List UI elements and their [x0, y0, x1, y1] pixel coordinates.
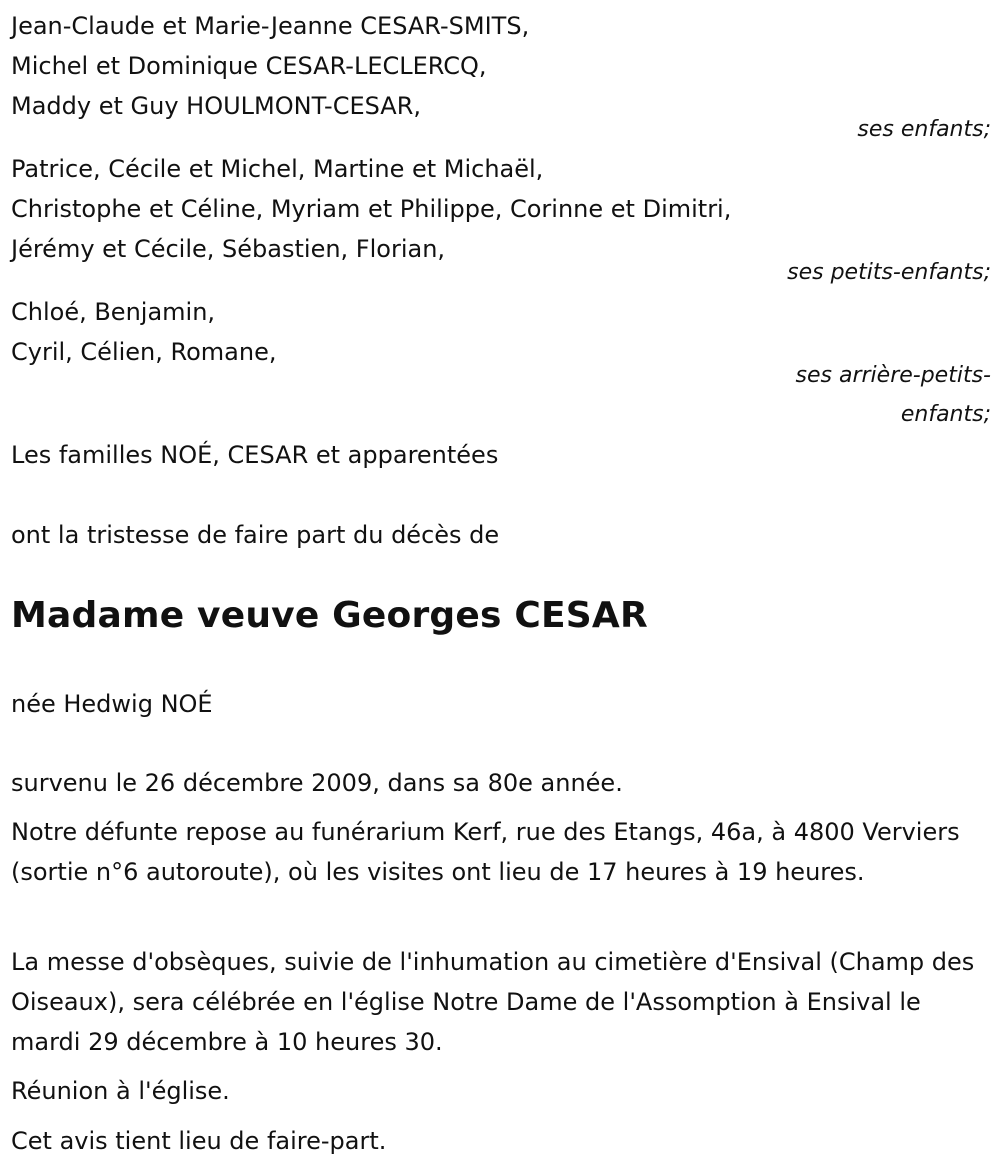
- grandchildren-line-2: Christophe et Céline, Myriam et Philippe, Corinne et Dimitri,: [11, 195, 732, 223]
- reunion-line: Réunion à l'église.: [11, 1077, 230, 1105]
- visitation-paragraph: Notre défunte repose au funérarium Kerf, rue des Etangs, 46a, à 4800 Verviers (sortie n°6 autoroute), où les visites ont lieu de 17 heures à 19 heures.: [11, 818, 960, 886]
- maiden-name: née Hedwig NOÉ: [11, 690, 213, 718]
- great-grandchildren-line-2: Cyril, Célien, Romane,: [11, 338, 277, 366]
- great-grandchildren-block: [11, 292, 991, 372]
- children-line-1: Jean-Claude et Marie-Jeanne CESAR-SMITS,: [11, 12, 530, 40]
- grandchildren-line-3: Jérémy et Cécile, Sébastien, Florian,: [11, 235, 446, 263]
- great-grandchildren-line-1: Chloé, Benjamin,: [11, 298, 216, 326]
- great-grandchildren-role-1: ses arrière-petits-: [795, 363, 991, 388]
- funeral-paragraph: La messe d'obsèques, suivie de l'inhumation au cimetière d'Ensival (Champ des Oiseaux), sera célébrée en l'église Notre Dame de l'Assomption à Ensival le mardi 29 décembre à 10 heures 30.: [11, 948, 975, 1056]
- grandchildren-role: ses petits-enfants;: [787, 260, 991, 285]
- children-line-2: Michel et Dominique CESAR-LECLERCQ,: [11, 52, 487, 80]
- grandchildren-line-1: Patrice, Cécile et Michel, Martine et Michaël,: [11, 155, 544, 183]
- notice-line: Cet avis tient lieu de faire-part.: [11, 1127, 387, 1155]
- children-role: ses enfants;: [857, 117, 991, 142]
- great-grandchildren-role-2: enfants;: [900, 402, 991, 427]
- death-info: survenu le 26 décembre 2009, dans sa 80e année.: [11, 769, 623, 797]
- deceased-name: Madame veuve Georges CESAR: [11, 595, 648, 636]
- announcement-line: ont la tristesse de faire part du décès de: [11, 521, 500, 549]
- families-line: Les familles NOÉ, CESAR et apparentées: [11, 441, 499, 469]
- grandchildren-block: [11, 149, 991, 269]
- children-line-3: Maddy et Guy HOULMONT-CESAR,: [11, 92, 422, 120]
- children-block: [11, 6, 991, 126]
